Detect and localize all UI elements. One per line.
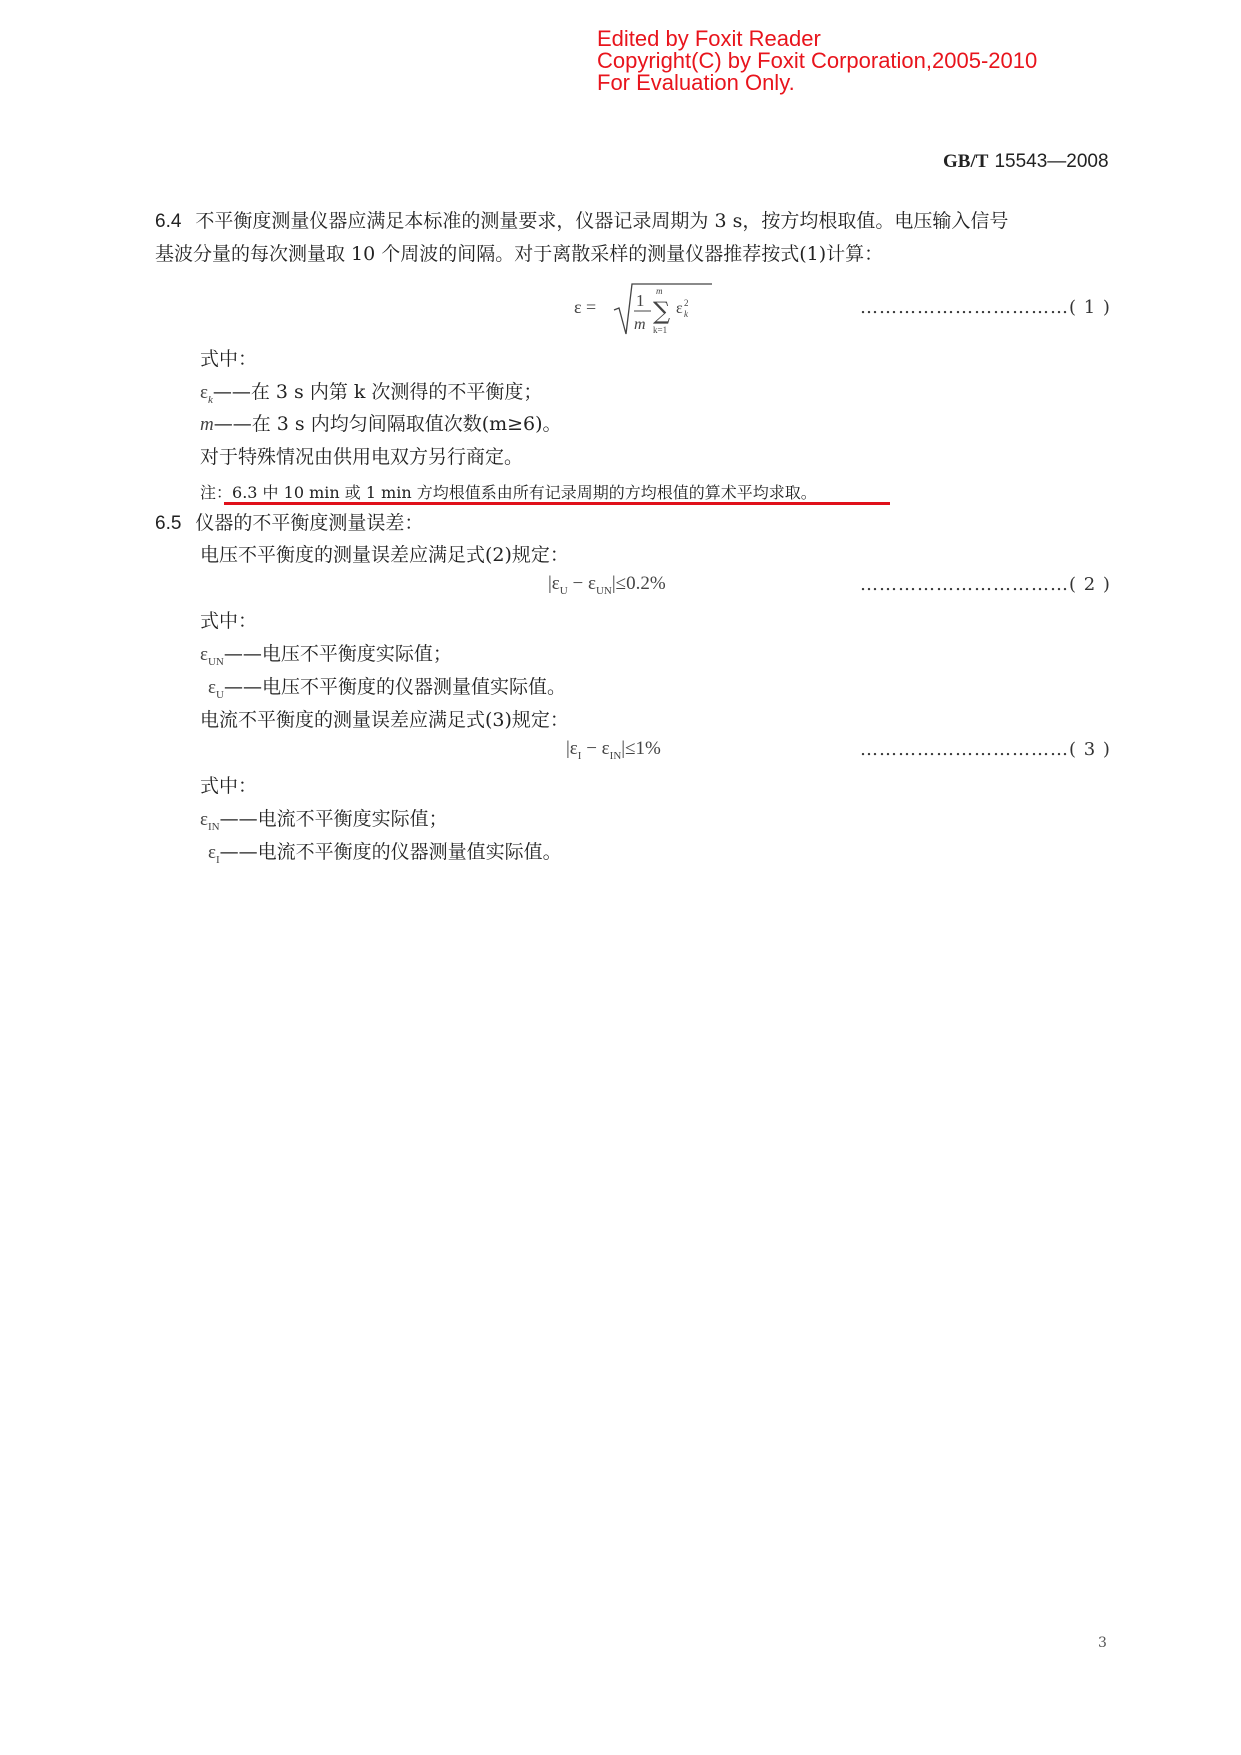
watermark-line-3: For Evaluation Only.	[597, 70, 795, 95]
definition-ei-text: ——电流不平衡度的仪器测量值实际值。	[219, 841, 562, 863]
section-text: 不平衡度测量仪器应满足本标准的测量要求，仪器记录周期为 3 s，按方均根取值。电压输入信号	[195, 210, 1009, 232]
definition-ek-text: ——在 3 s 内第 k 次测得的不平衡度；	[212, 381, 543, 403]
svg-text:m: m	[634, 316, 646, 333]
definition-eun-text: ——电压不平衡度实际值；	[223, 643, 452, 665]
equation-1-number: ……………………………( 1 )	[860, 297, 1111, 318]
equation-3-rhs: ≤1%	[625, 738, 661, 759]
note-prefix: 注：	[200, 483, 233, 502]
svg-text:ε =: ε =	[574, 297, 597, 317]
svg-text:k: k	[684, 309, 688, 319]
standard-code: GB/T	[943, 151, 989, 172]
red-underline-annotation	[224, 502, 890, 505]
definition-eun: $\varepsilon_{UN}——$电压不平衡度实际值；	[200, 643, 452, 668]
where-label-3: 式中：	[200, 775, 258, 797]
where-label: 式中：	[200, 348, 258, 370]
equation-3: $|\varepsilon_I - \varepsilon_{IN}|\le 1\%$	[566, 738, 661, 762]
page-number: 3	[1098, 1635, 1107, 1651]
svg-text:ε: ε	[676, 300, 683, 317]
special-case-text: 对于特殊情况由供用电双方另行商定。	[200, 446, 524, 468]
definition-ek: $\varepsilon_k——$在 3 s 内第 k 次测得的不平衡度；	[200, 381, 543, 406]
current-requirement: 电流不平衡度的测量误差应满足式(3)规定：	[200, 709, 569, 731]
svg-text:1: 1	[636, 291, 645, 310]
section-number: 6.4	[155, 211, 182, 232]
voltage-requirement: 电压不平衡度的测量误差应满足式(2)规定：	[200, 544, 569, 566]
section-title: 仪器的不平衡度测量误差：	[195, 512, 424, 534]
svg-text:2: 2	[684, 298, 689, 308]
definition-m-text: ——在 3 s 内均匀间隔取值次数(m≥6)。	[213, 413, 562, 435]
standard-header	[943, 150, 1109, 173]
equation-3-number: ……………………………( 3 )	[860, 739, 1111, 760]
standard-number: 15543—2008	[994, 151, 1109, 172]
definition-m: m——在 3 s 内均匀间隔取值次数(m≥6)。	[200, 413, 562, 435]
section-6-4-line-2: 基波分量的每次测量取 10 个周波的间隔。对于离散采样的测量仪器推荐按式(1)计算：	[155, 243, 884, 265]
where-label-2: 式中：	[200, 610, 258, 632]
watermark-line-1: Edited by Foxit Reader	[597, 26, 821, 51]
note-text: 6.3 中 10 min 或 1 min 方均根值系由所有记录周期的方均根值的算术平均求取。	[232, 483, 817, 502]
definition-eu-text: ——电压不平衡度的仪器测量值实际值。	[223, 676, 566, 698]
svg-text:∑: ∑	[653, 297, 671, 325]
section-number: 6.5	[155, 513, 182, 534]
section-6-5-title	[155, 512, 423, 535]
svg-text:k=1: k=1	[653, 325, 668, 335]
watermark-line-2: Copyright(C) by Foxit Corporation,2005-2010	[597, 48, 1038, 73]
equation-2-rhs: ≤0.2%	[615, 573, 666, 594]
definition-ein: $\varepsilon_{IN}——$电流不平衡度实际值；	[200, 808, 448, 833]
definition-eu: $\varepsilon_U——$电压不平衡度的仪器测量值实际值。	[208, 676, 566, 701]
definition-ei: $\varepsilon_I——$电流不平衡度的仪器测量值实际值。	[208, 841, 562, 866]
svg-text:m: m	[656, 286, 663, 296]
equation-1	[566, 276, 716, 342]
note	[200, 480, 817, 503]
equation-2-number: ……………………………( 2 )	[860, 574, 1111, 595]
section-6-4-line-1	[155, 210, 1008, 233]
watermark	[597, 28, 1037, 94]
definition-ein-text: ——电流不平衡度实际值；	[219, 808, 448, 830]
equation-2: $|\varepsilon_U - \varepsilon_{UN}|\le 0.2\%$	[548, 573, 666, 597]
